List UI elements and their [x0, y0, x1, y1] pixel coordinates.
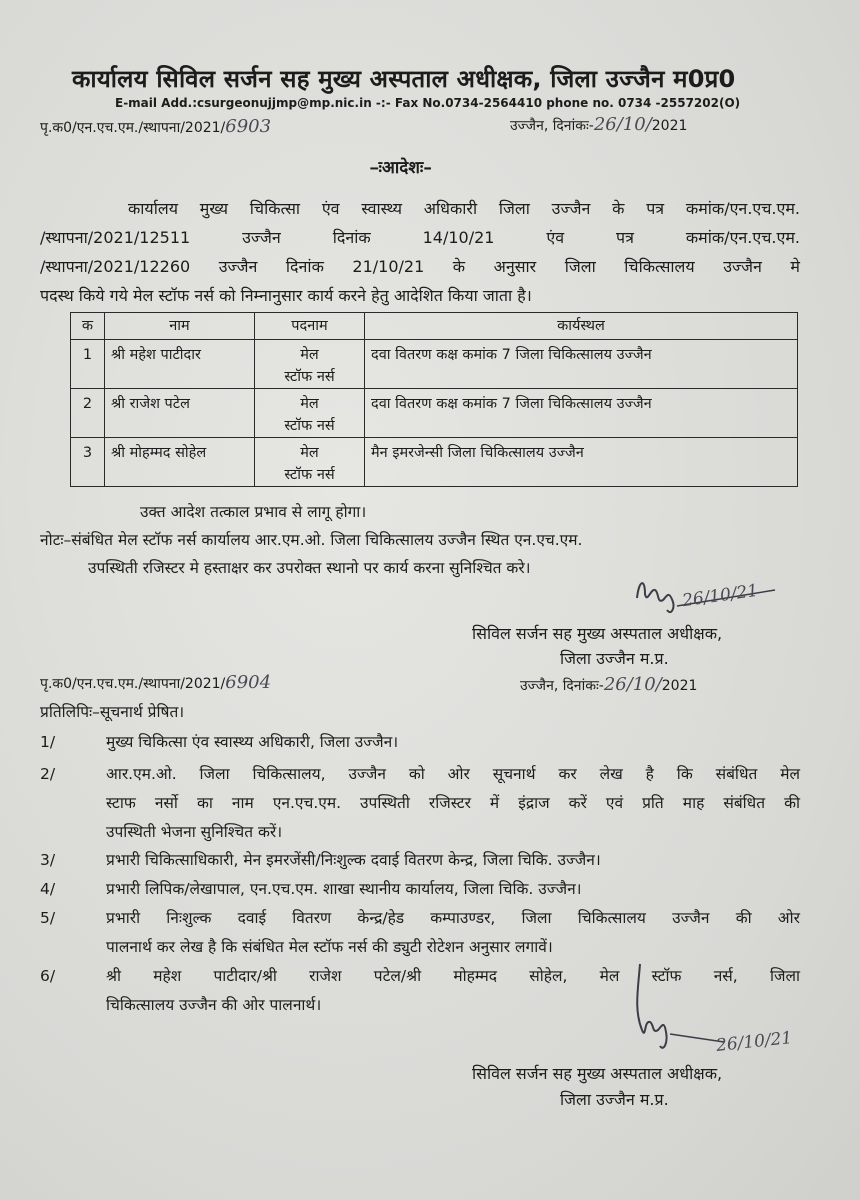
column-header-post: पदनाम — [255, 313, 365, 340]
row-post: मेल स्टॉफ नर्स — [255, 340, 365, 389]
body-line: /स्थापना/2021/12511 उज्जैन दिनांक 14/10/21 एंव पत्र कमांक/एन.एच.एम. — [40, 228, 800, 247]
row-serial: 2 — [71, 389, 105, 438]
signature-scribble-2 — [620, 960, 730, 1070]
row-post: मेल स्टॉफ नर्स — [255, 389, 365, 438]
note-line: उपस्थिती रजिस्टर मे हस्ताक्षर कर उपरोक्त स्थानो पर कार्य करना सुनिश्चित करे। — [88, 559, 531, 577]
order-reference-number: पृ.क0/एन.एच.एम./स्थापना/2021/6903 — [40, 116, 272, 137]
handwritten-date: 26/10/ — [603, 674, 662, 695]
list-item: 1/ मुख्य चिकित्सा एंव स्वास्थ्य अधिकारी, जिला उज्जैन। — [40, 733, 399, 751]
signatory-place-1: जिला उज्जैन म.प्र. — [560, 649, 669, 668]
handwritten-date: 26/10/ — [593, 114, 652, 135]
table-row — [71, 438, 798, 487]
list-item: 4/ प्रभारी लिपिक/लेखापाल, एन.एच.एम. शाखा स्थानीय कार्यालय, जिला चिकि. उज्जैन। — [40, 880, 582, 898]
order-body — [40, 194, 800, 310]
column-header-workplace: कार्यस्थल — [365, 313, 798, 340]
row-workplace: दवा वितरण कक्ष कमांक 7 जिला चिकित्सालय उज्जैन — [365, 389, 798, 438]
effect-line: उक्त आदेश तत्काल प्रभाव से लागू होगा। — [140, 503, 367, 521]
row-serial: 3 — [71, 438, 105, 487]
row-workplace: दवा वितरण कक्ष कमांक 7 जिला चिकित्सालय उज्जैन — [365, 340, 798, 389]
row-post: मेल स्टॉफ नर्स — [255, 438, 365, 487]
row-serial: 1 — [71, 340, 105, 389]
copy-reference-number: पृ.क0/एन.एच.एम./स्थापना/2021/6904 — [40, 672, 272, 693]
copy-heading: प्रतिलिपिः–सूचनार्थ प्रेषित। — [40, 703, 185, 721]
column-header-name: नाम — [105, 313, 255, 340]
contact-line: E-mail Add.:csurgeonujjmp@mp.nic.in -:- Fax No.0734-2564410 phone no. 0734 -2557202(O) — [115, 96, 741, 110]
list-item: 3/ प्रभारी चिकित्साधिकारी, मेन इमरजेंसी/निःशुल्क दवाई वितरण केन्द्र, जिला चिकि. उज्जैन। — [40, 851, 601, 869]
table-row — [71, 340, 798, 389]
table-row — [71, 389, 798, 438]
row-name: श्री महेश पाटीदार — [105, 340, 255, 389]
handwritten-number: 6903 — [225, 116, 272, 137]
order-heading: –ःआदेशः– — [370, 158, 432, 178]
row-name: श्री राजेश पटेल — [105, 389, 255, 438]
staff-table — [70, 312, 798, 487]
note-line: नोटः–संबंधित मेल स्टॉफ नर्स कार्यालय आर.एम.ओ. जिला चिकित्सालय उज्जैन स्थित एन.एच.एम. — [40, 531, 583, 549]
row-name: श्री मोहम्मद सोहेल — [105, 438, 255, 487]
column-header-serial: क — [71, 313, 105, 340]
order-place-date: उज्जैन, दिनांकः-26/10/2021 — [510, 114, 688, 135]
row-workplace: मैन इमरजेन्सी जिला चिकित्सालय उज्जैन — [365, 438, 798, 487]
copy-place-date: उज्जैन, दिनांकः-26/10/2021 — [520, 674, 698, 695]
table-header-row — [71, 313, 798, 340]
signatory-place-2: जिला उज्जैन म.प्र. — [560, 1090, 669, 1109]
signatory-title-2: सिविल सर्जन सह मुख्य अस्पताल अधीक्षक, — [472, 1064, 723, 1083]
body-line: कार्यालय मुख्य चिकित्सा एंव स्वास्थ्य अधिकारी जिला उज्जैन के पत्र कमांक/एन.एच.एम. — [128, 199, 800, 218]
handwritten-date-1: 26/10/21 — [680, 580, 760, 612]
handwritten-date-2: 26/10/21 — [715, 1028, 794, 1056]
office-title: कार्यालय सिविल सर्जन सह मुख्य अस्पताल अधीक्षक, जिला उज्जैन म0प्र0 — [72, 65, 736, 93]
list-item: 6/ श्री महेश पाटीदार/श्री राजेश पटेल/श्री मोहम्मद सोहेल, मेल स्टॉफ नर्स, जिला चिकित्सालय उज्जैन की ओर पालनार्थ। — [40, 967, 800, 1014]
signatory-title-1: सिविल सर्जन सह मुख्य अस्पताल अधीक्षक, — [472, 624, 723, 643]
body-line: /स्थापना/2021/12260 उज्जैन दिनांक 21/10/21 के अनुसार जिला चिकित्सालय उज्जैन मे — [40, 257, 800, 276]
list-item: 2/ आर.एम.ओ. जिला चिकित्सालय, उज्जैन को ओर सूचनार्थ कर लेख है कि संबंधित मेल स्टाफ नर्सो का नाम एन.एच.एम. उपस्थिती रजिस्टर में इंद्राज करें एवं प्रति माह संबंधित की उपस्थिती भेजना सुनिश्चित करें। — [40, 765, 800, 841]
body-line: पदस्थ किये गये मेल स्टॉफ नर्स को निम्नानुसार कार्य करने हेतु आदेशित किया जाता है। — [40, 286, 532, 305]
handwritten-number: 6904 — [225, 672, 272, 693]
list-item: 5/ प्रभारी निःशुल्क दवाई वितरण केन्द्र/हेड कम्पाउण्डर, जिला चिकित्सालय उज्जैन की ओर पालनार्थ कर लेख है कि संबंधित मेल स्टॉफ नर्स की ड्युटी रोटेशन अनुसार लगावें। — [40, 909, 800, 956]
